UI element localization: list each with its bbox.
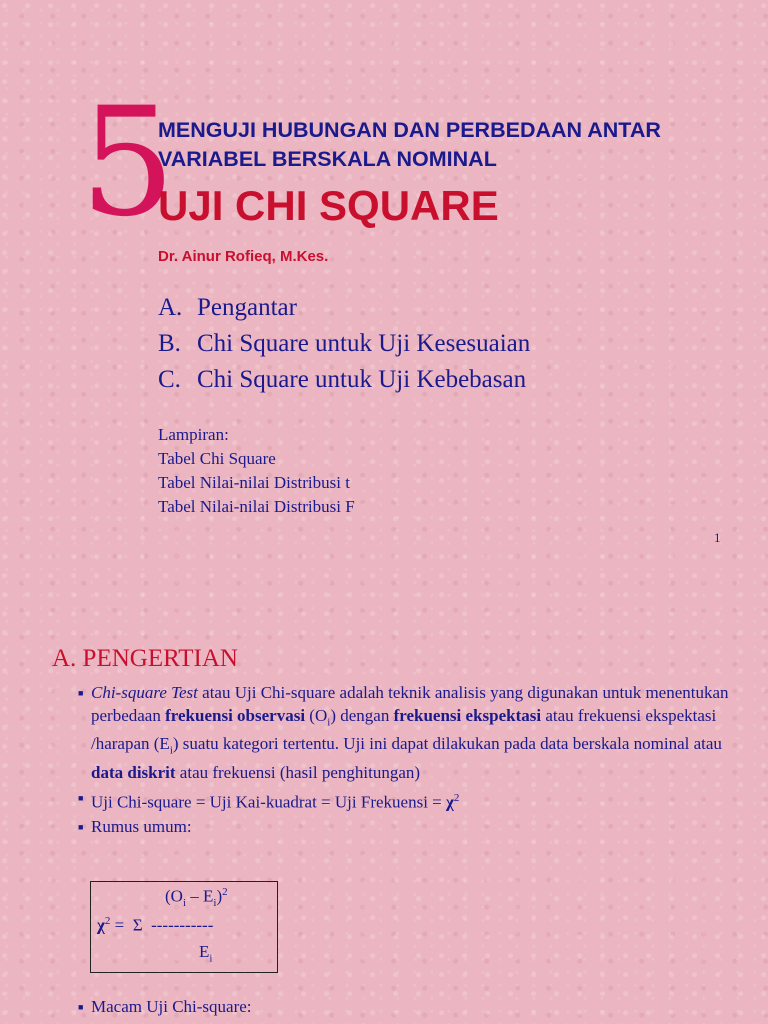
table-of-contents bbox=[158, 290, 530, 398]
formula-main-line: $\chi^2 = \Sigma$ ----------- bbox=[97, 915, 214, 935]
subtitle-line-2: VARIABEL BERSKALA NOMINAL bbox=[158, 147, 497, 171]
toc-item: C. Chi Square untuk Uji Kebebasan bbox=[158, 366, 527, 393]
appendix-list bbox=[158, 423, 355, 519]
square-bullet-icon: ■ bbox=[78, 821, 84, 832]
appendix-item: Tabel Nilai-nilai Distribusi t bbox=[158, 473, 350, 492]
appendix-heading: Lampiran: bbox=[158, 425, 229, 444]
chapter-title: UJI CHI SQUARE bbox=[158, 182, 499, 229]
bullet-list-continued bbox=[78, 996, 252, 1018]
section-heading: A. PENGERTIAN bbox=[52, 645, 238, 672]
formula-numerator: $(O_i - E_i)^2$ bbox=[165, 886, 228, 910]
toc-item: B. Chi Square untuk Uji Kesesuaian bbox=[158, 330, 531, 357]
chapter-number: 5 bbox=[80, 76, 176, 250]
content-slide bbox=[0, 585, 768, 1024]
definition-paragraph: ■ Chi-square Test atau Uji Chi-square adalah teknik analisis yang digunakan untuk menentukan perbedaan frekuensi observasi $(O_i)$ dengan frekuensi ekspektasi atau frekuensi ekspektasi /harapan $(E_i)$ suatu kategori tertentu. Uji ini dapat dilakukan pada data berskala nominal atau data diskrit atau frekuensi (hasil penghitungan) bbox=[78, 683, 729, 783]
chi-square-formula bbox=[90, 881, 278, 973]
bullet-list bbox=[78, 682, 738, 840]
types-bullet: ■ Macam Uji Chi-square: bbox=[78, 997, 252, 1016]
toc-item: A. Pengantar bbox=[158, 294, 297, 321]
formula-label-bullet: ■ Rumus umum: bbox=[78, 816, 738, 839]
formula-denominator: $E_i$ bbox=[199, 942, 213, 965]
chapter-subtitle bbox=[158, 116, 718, 174]
subtitle-line-1: MENGUJI HUBUNGAN DAN PERBEDAAN ANTAR bbox=[158, 118, 661, 142]
appendix-item: Tabel Nilai-nilai Distribusi F bbox=[158, 497, 355, 516]
page-number: 1 bbox=[714, 530, 721, 545]
square-bullet-icon: ■ bbox=[78, 1002, 84, 1012]
appendix-item: Tabel Chi Square bbox=[158, 449, 276, 468]
square-bullet-icon: ■ bbox=[78, 792, 84, 803]
synonyms-bullet: ■ Uji Chi-square = Uji Kai-kuadrat = Uji Frekuensi = $\chi^2$ bbox=[78, 787, 738, 814]
square-bullet-icon: ■ bbox=[78, 688, 84, 698]
author-name: Dr. Ainur Rofieq, M.Kes. bbox=[158, 248, 329, 265]
